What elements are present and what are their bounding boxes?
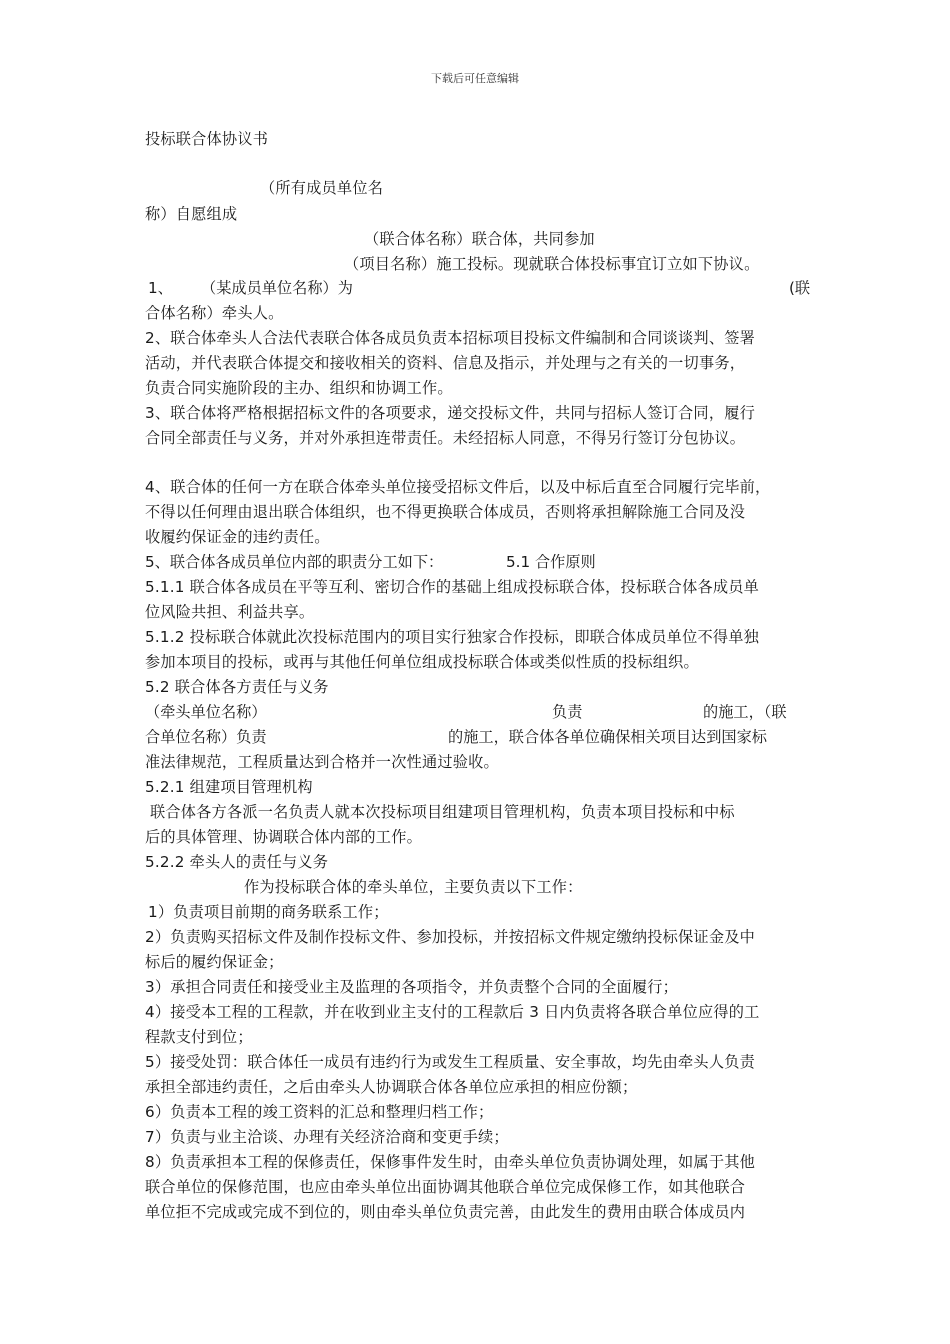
duty-line: 2）负责购买招标文件及制作投标文件、参加投标，并按招标文件规定缴纳投标保证金及中 xyxy=(145,928,755,946)
duty-line: 3）承担合同责任和接受业主及监理的各项指令，并负责整个合同的全面履行； xyxy=(145,978,679,996)
section-5-2-text: 的施工，联合体各单位确保相关项目达到国家标 xyxy=(448,728,767,746)
lead-unit-placeholder: （牵头单位名称） xyxy=(145,703,267,721)
item-1-line-2: 合体名称）牵头人。 xyxy=(145,304,284,322)
item-1-right: (联 xyxy=(789,279,811,297)
section-5-2-1-line-2: 后的具体管理、协调联合体内部的工作。 xyxy=(145,828,422,846)
item-2-line-2: 活动，并代表联合体提交和接收相关的资料、信息及指示，并处理与之有关的一切事务， xyxy=(145,354,746,372)
duty-line: 联合单位的保修范围，也应由牵头单位出面协调其他联合单位完成保修工作，如其他联合 xyxy=(145,1178,746,1196)
duty-line: 标后的履约保证金； xyxy=(145,953,284,971)
section-5-2-heading: 5.2 联合体各方责任与义务 xyxy=(145,678,329,696)
section-5-1-2-line-2: 参加本项目的投标，或再与其他任何单位组成投标联合体或类似性质的投标组织。 xyxy=(145,653,699,671)
section-5-1-heading: 5.1 合作原则 xyxy=(506,553,596,571)
item-4-line-1: 4、联合体的任何一方在联合体牵头单位接受招标文件后，以及中标后直至合同履行完毕前， xyxy=(145,478,771,496)
construction-text: 的施工，（联 xyxy=(703,703,787,721)
item-2-line-3: 负责合同实施阶段的主办、组织和协调工作。 xyxy=(145,379,453,397)
item-3-line-2: 合同全部责任与义务，并对外承担连带责任。未经招标人同意，不得另行签订分包协议。 xyxy=(145,429,746,447)
duty-line: 承担全部违约责任，之后由牵头人协调联合体各单位应承担的相应份额； xyxy=(145,1078,638,1096)
duty-line: 8）负责承担本工程的保修责任，保修事件发生时，由牵头单位负责协调处理，如属于其他 xyxy=(145,1153,755,1171)
item-4-line-2: 不得以任何理由退出联合体组织，也不得更换联合体成员，否则将承担解除施工合同及没 xyxy=(145,503,746,521)
item-4-line-3: 收履约保证金的违约责任。 xyxy=(145,528,330,546)
duty-line: 6）负责本工程的竣工资料的汇总和整理归档工作； xyxy=(145,1103,494,1121)
duty-line: 7）负责与业主洽谈、办理有关经济洽商和变更手续； xyxy=(145,1128,509,1146)
duty-line: 5）接受处罚：联合体任一成员有违约行为或发生工程质量、安全事故，均先由牵头人负责 xyxy=(145,1053,755,1071)
partner-unit-placeholder: 合单位名称）负责 xyxy=(145,728,267,746)
section-5-2-1-line-1: 联合体各方各派一名负责人就本次投标项目组建项目管理机构，负责本项目投标和中标 xyxy=(150,803,735,821)
section-5-2-1-heading: 5.2.1 组建项目管理机构 xyxy=(145,778,313,796)
item-3-line-1: 3、联合体将严格根据招标文件的各项要求，递交投标文件，共同与招标人签订合同，履行 xyxy=(145,404,755,422)
item-1-number: 1、 xyxy=(148,279,173,297)
section-5-2-line-3: 准法律规范，工程质量达到合格并一次性通过验收。 xyxy=(145,753,499,771)
item-5-text: 5、联合体各成员单位内部的职责分工如下： xyxy=(145,553,444,571)
intro-line-4: （项目名称）施工投标。现就联合体投标事宜订立如下协议。 xyxy=(344,255,760,273)
section-5-2-2-heading: 5.2.2 牵头人的责任与义务 xyxy=(145,853,329,871)
item-2-line-1: 2、联合体牵头人合法代表联合体各成员负责本招标项目投标文件编制和合同谈谈判、签署 xyxy=(145,329,755,347)
intro-line-1: （所有成员单位名 xyxy=(260,179,384,197)
section-5-1-1-line-1: 5.1.1 联合体各成员在平等互利、密切合作的基础上组成投标联合体，投标联合体各成员单 xyxy=(145,578,760,596)
document-title: 投标联合体协议书 xyxy=(145,130,269,148)
section-5-2-2-intro: 作为投标联合体的牵头单位，主要负责以下工作： xyxy=(244,878,583,896)
section-5-1-2-line-1: 5.1.2 投标联合体就此次投标范围内的项目实行独家合作投标，即联合体成员单位不得单独 xyxy=(145,628,760,646)
duty-line: 单位拒不完成或完成不到位的，则由牵头单位负责完善，由此发生的费用由联合体成员内 xyxy=(145,1203,746,1221)
duty-line: 1）负责项目前期的商务联系工作； xyxy=(148,903,389,921)
intro-line-2: 称）自愿组成 xyxy=(145,205,238,223)
intro-line-3: （联合体名称）联合体，共同参加 xyxy=(364,230,595,248)
duty-line: 4）接受本工程的工程款，并在收到业主支付的工程款后 3 日内负责将各联合单位应得的工 xyxy=(145,1003,760,1021)
duty-line: 程款支付到位； xyxy=(145,1028,253,1046)
responsible-text: 负责 xyxy=(552,703,583,721)
page-header: 下载后可任意编辑 xyxy=(431,72,519,85)
section-5-1-1-line-2: 位风险共担、利益共享。 xyxy=(145,603,315,621)
item-1-text: （某成员单位名称）为 xyxy=(201,279,353,297)
